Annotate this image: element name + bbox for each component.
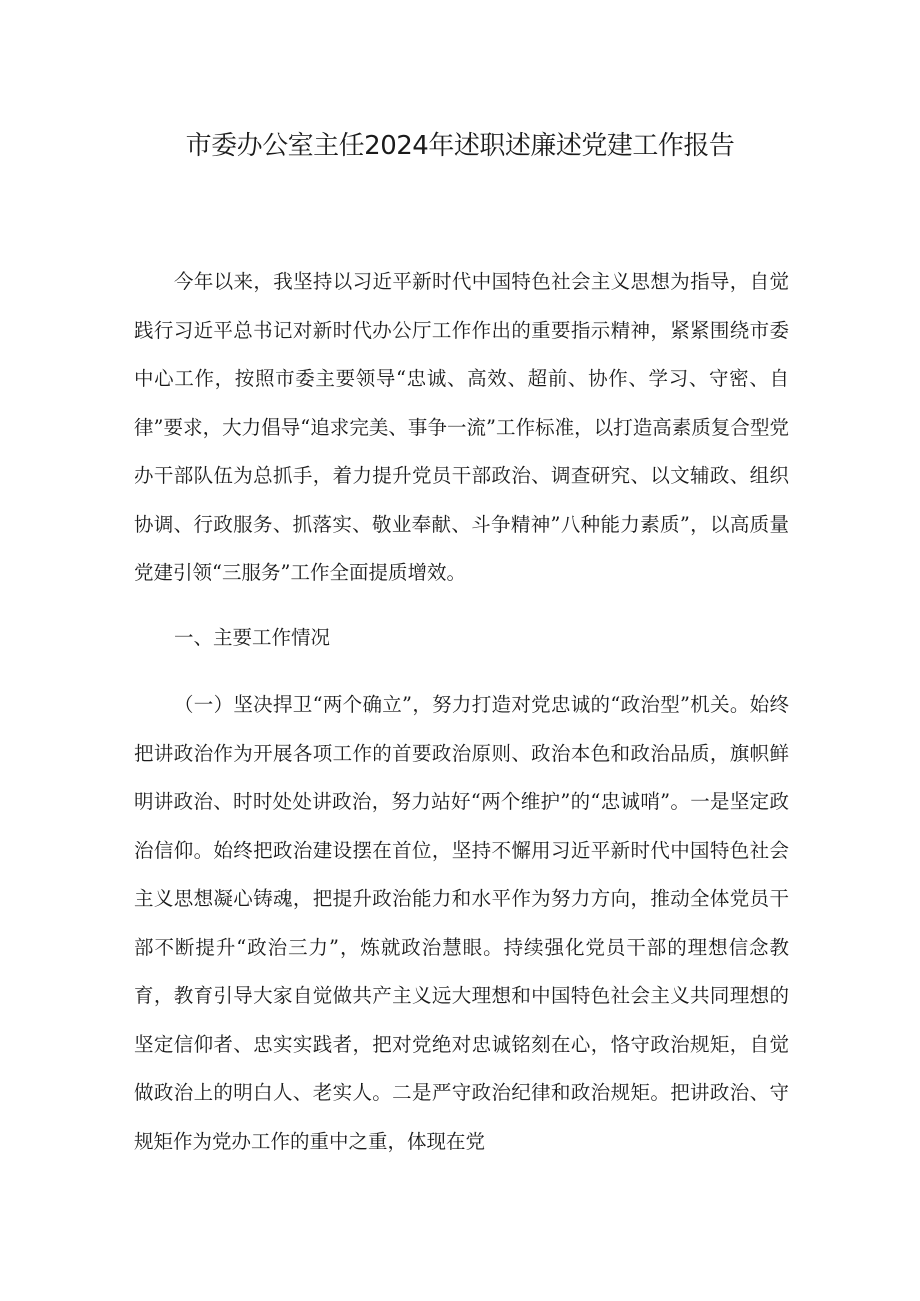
section-heading-main-work: 一、主要工作情况 bbox=[173, 626, 330, 649]
intro-paragraph: 今年以来，我坚持以习近平新时代中国特色社会主义思想为指导，自觉践行习近平总书记对新时代办公厅工作作出的重要指示精神，紧紧围绕市委中心工作，按照市委主要领导“忠诚、高效、超前、协作、学习、守密、自律”要求，大力倡导“追求完美、事争一流”工作标准，以打造高素质复合型党办干部队伍为总抓手，着力提升党员干部政治、调查研究、以文辅政、组织协调、行政服务、抓落实、敬业奉献、斗争精神”八种能力素质”，以高质量党建引领“三服务”工作全面提质增效。 bbox=[134, 270, 789, 584]
document-title: 市委办公室主任2024年述职述廉述党建工作报告 bbox=[185, 131, 735, 161]
section-1-paragraph: （一）坚决捍卫“两个确立”，努力打造对党忠诚的“政治型”机关。始终把讲政治作为开展各项工作的首要政治原则、政治本色和政治品质，旗帜鲜明讲政治、时时处处讲政治，努力站好“两个维护”的“忠诚哨”。一是坚定政治信仰。始终把政治建设摆在首位，坚持不懈用习近平新时代中国特色社会主义思想凝心铸魂，把提升政治能力和水平作为努力方向，推动全体党员干部不断提升“政治三力”，炼就政治慧眼。持续强化党员干部的理想信念教育，教育引导大家自觉做共产主义远大理想和中国特色社会主义共同理想的坚定信仰者、忠实实践者，把对党绝对忠诚铭刻在心，恪守政治规矩，自觉做政治上的明白人、老实人。二是严守政治纪律和政治规矩。把讲政治、守规矩作为党办工作的重中之重，体现在党 bbox=[134, 693, 789, 1153]
